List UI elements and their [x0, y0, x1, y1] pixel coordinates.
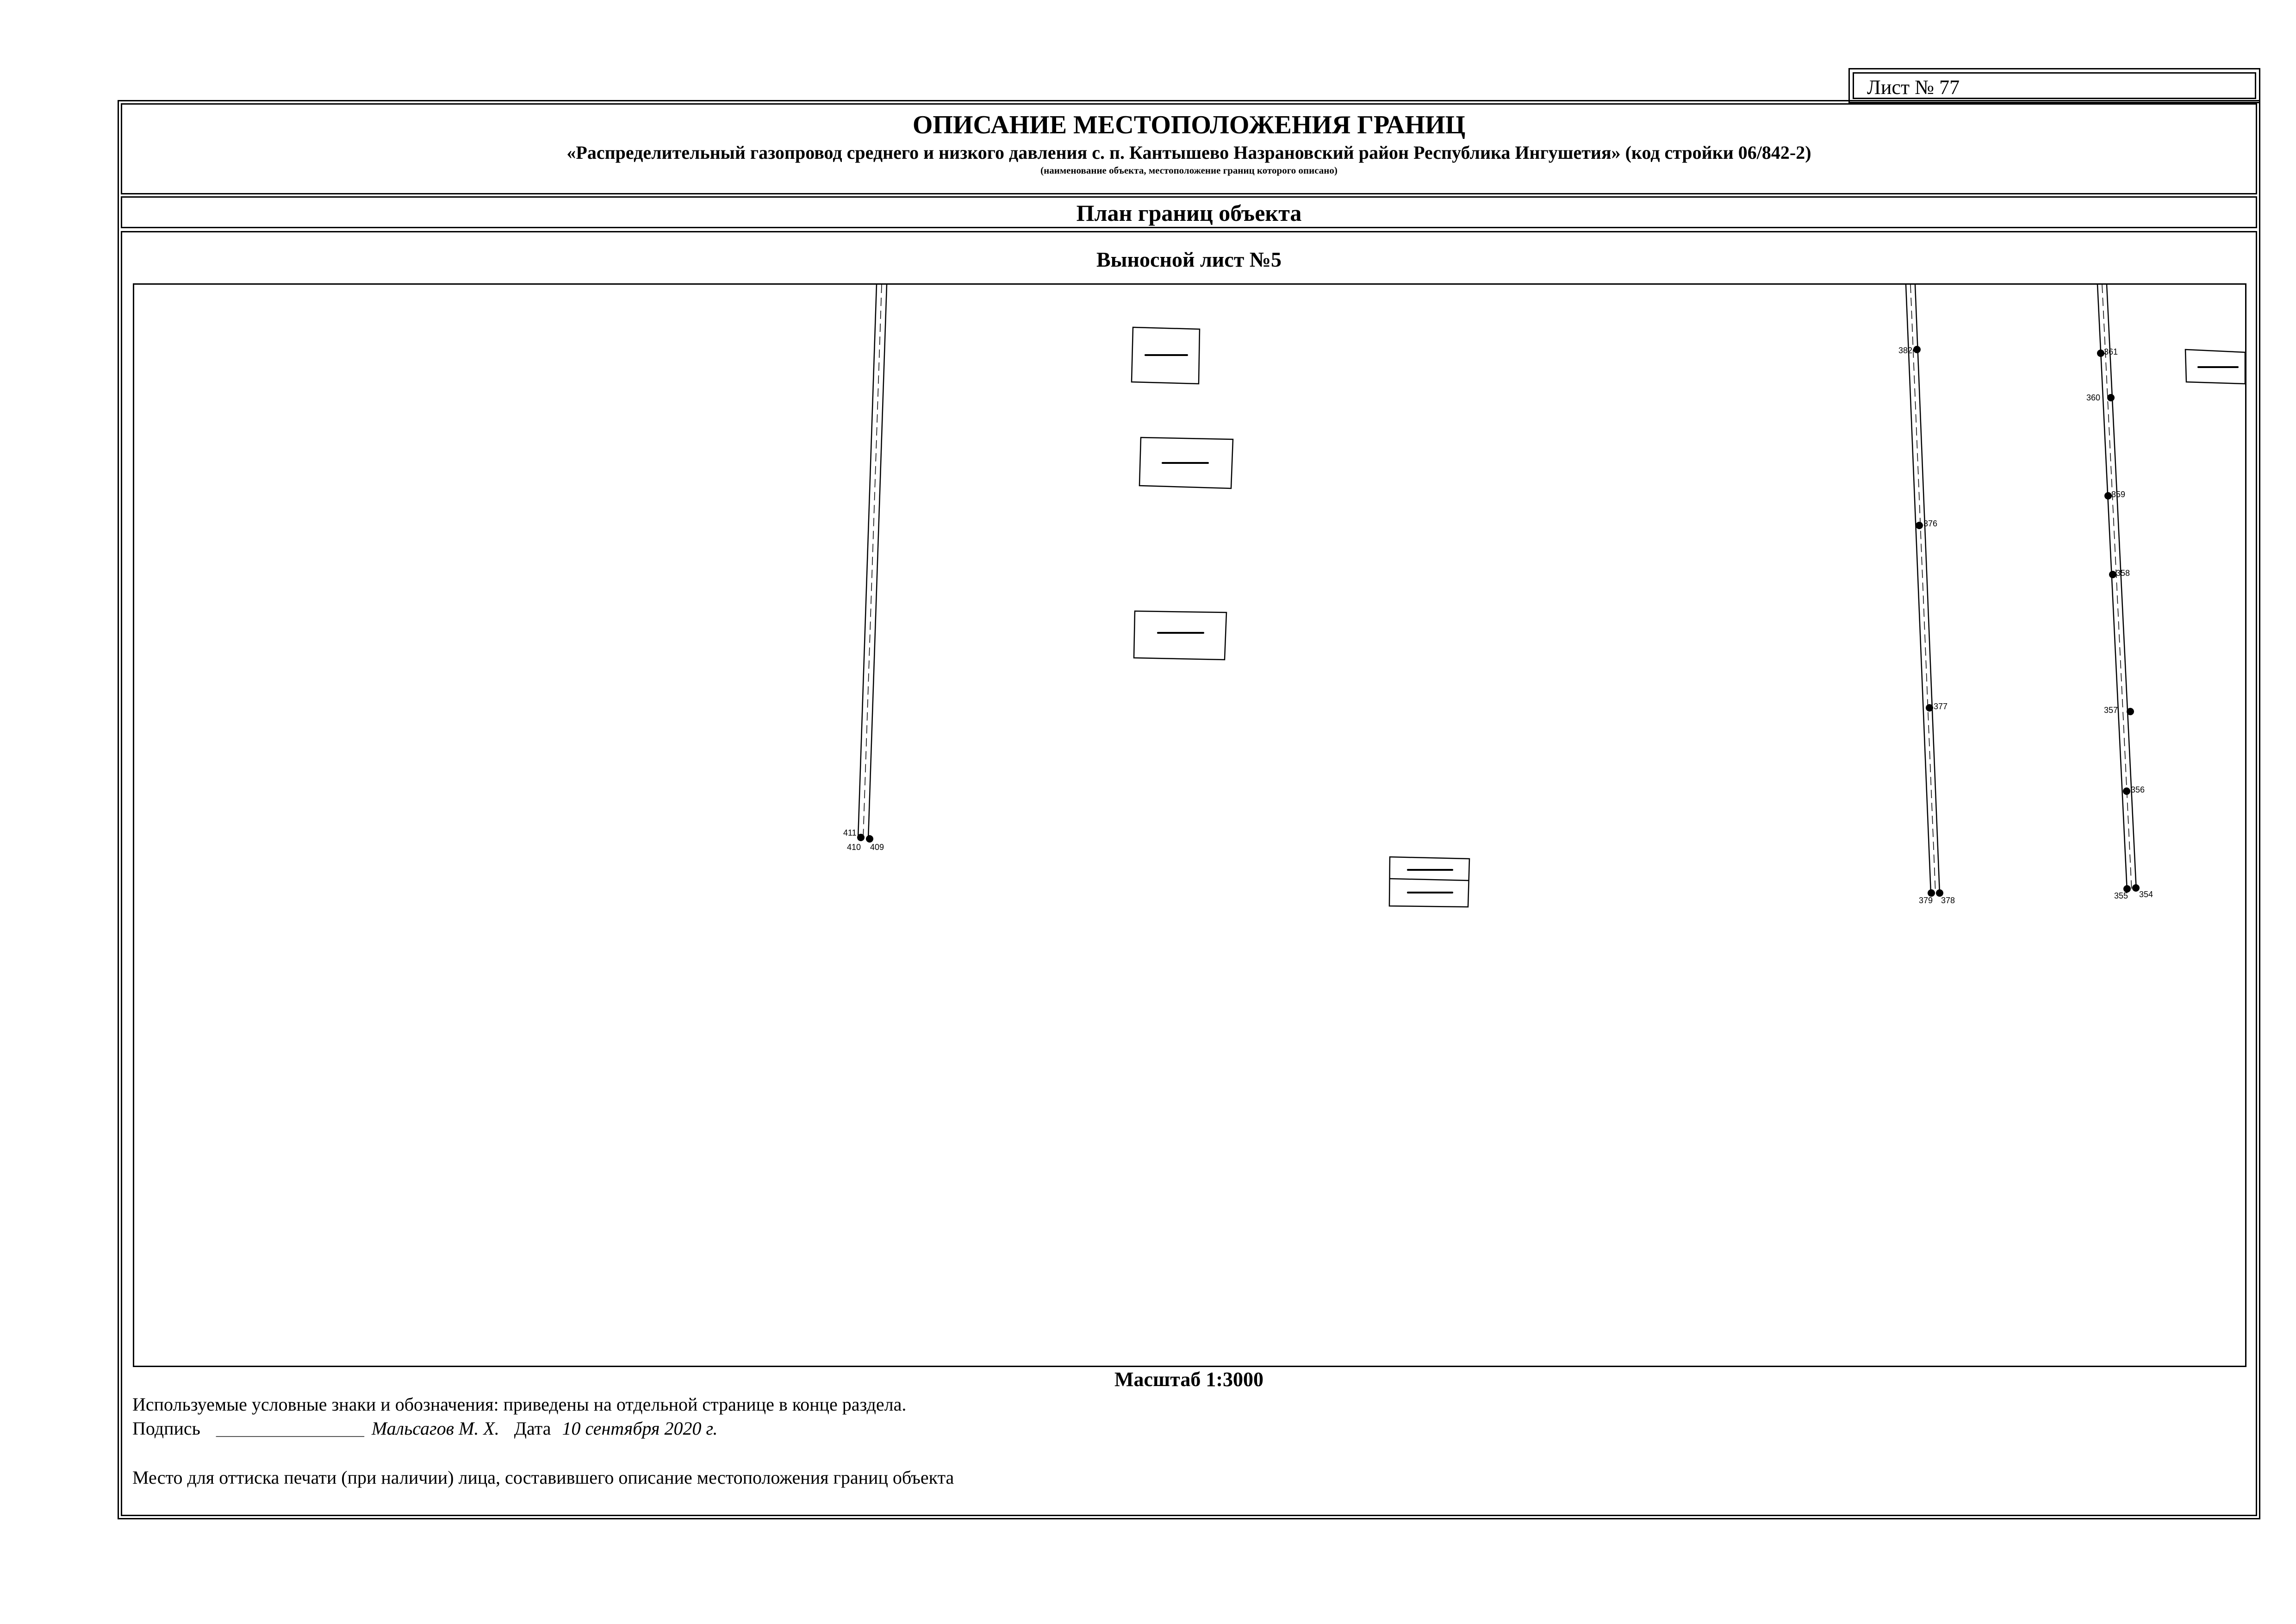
stamp-note: Место для оттиска печати (при наличии) лица, составившего описание местоположения границ объекта: [132, 1467, 954, 1488]
point-label: 359: [2111, 490, 2126, 499]
point-label: 361: [2104, 347, 2118, 356]
corridor-line: [858, 285, 877, 838]
point-label: 411: [843, 828, 857, 837]
pipeline-axis: [1910, 285, 1938, 893]
map-frame[interactable]: [133, 283, 2246, 1367]
object-name: «Распределительный газопровод среднего и низкого давления с. п. Кантышево Назрановский район Республика Ингушетия» (код стройки 06/842-2): [566, 142, 1811, 163]
point-label: 382: [1898, 346, 1913, 355]
signature-line: ________________: [216, 1418, 364, 1439]
boundary-point: [2123, 787, 2130, 795]
legend-note: Используемые условные знаки и обозначения: приведены на отдельной странице в конце раздела.: [132, 1394, 907, 1415]
signer-name: Мальсагов М. Х.: [371, 1418, 499, 1439]
point-label: 410: [847, 843, 861, 852]
boundary-point: [2107, 394, 2115, 401]
pipeline-axis: [863, 285, 882, 839]
point-label: 377: [1934, 702, 1948, 711]
point-label: 355: [2114, 891, 2128, 900]
corridor-line: [868, 285, 887, 839]
boundary-point: [2097, 350, 2104, 357]
plan-subtitle: Выносной лист №5: [1096, 248, 1282, 271]
date-value: 10 сентября 2020 г.: [562, 1418, 718, 1439]
plan-title-block: [121, 196, 2257, 228]
boundary-point: [2109, 571, 2116, 578]
corridor-line: [2097, 285, 2127, 891]
boundary-point: [2127, 708, 2134, 715]
land-parcel: [1134, 611, 1226, 660]
point-label: 376: [1923, 519, 1938, 528]
point-label: 409: [870, 843, 884, 852]
date-label: Дата: [514, 1418, 551, 1439]
boundary-point: [1913, 346, 1921, 353]
scale-label: Масштаб 1:3000: [1114, 1368, 1263, 1391]
sheet-number-box: [1848, 68, 2260, 103]
pipeline-axis: [2102, 285, 2132, 891]
point-label: 360: [2086, 393, 2101, 402]
boundary-points: [857, 346, 2140, 897]
header-block: [121, 103, 2257, 194]
boundary-point: [866, 835, 873, 843]
boundary-point: [2104, 492, 2112, 500]
corridor-line: [2107, 285, 2136, 891]
point-label: 379: [1919, 896, 1933, 905]
point-label: 356: [2131, 785, 2145, 794]
boundary-point: [1926, 704, 1933, 712]
point-label: 378: [1941, 896, 1955, 905]
parcel-divider: [1390, 879, 1469, 881]
point-label: 358: [2116, 568, 2130, 578]
boundary-map[interactable]: [134, 285, 2245, 1366]
point-label: 354: [2139, 890, 2153, 899]
point-label: 357: [2104, 706, 2118, 715]
plan-title: План границ объекта: [1076, 200, 1302, 226]
object-caption: (наименование объекта, местоположение границ которого описано): [1040, 165, 1338, 176]
header-title: ОПИСАНИЕ МЕСТОПОЛОЖЕНИЯ ГРАНИЦ: [912, 111, 1466, 139]
boundary-point: [1916, 522, 1923, 529]
signature-row: [132, 1418, 718, 1439]
boundary-point: [2132, 884, 2140, 892]
boundary-point: [857, 834, 865, 841]
sheet-number: Лист № 77: [1853, 72, 2256, 99]
land-parcel: [1389, 857, 1469, 907]
signature-label: Подпись: [132, 1418, 200, 1439]
